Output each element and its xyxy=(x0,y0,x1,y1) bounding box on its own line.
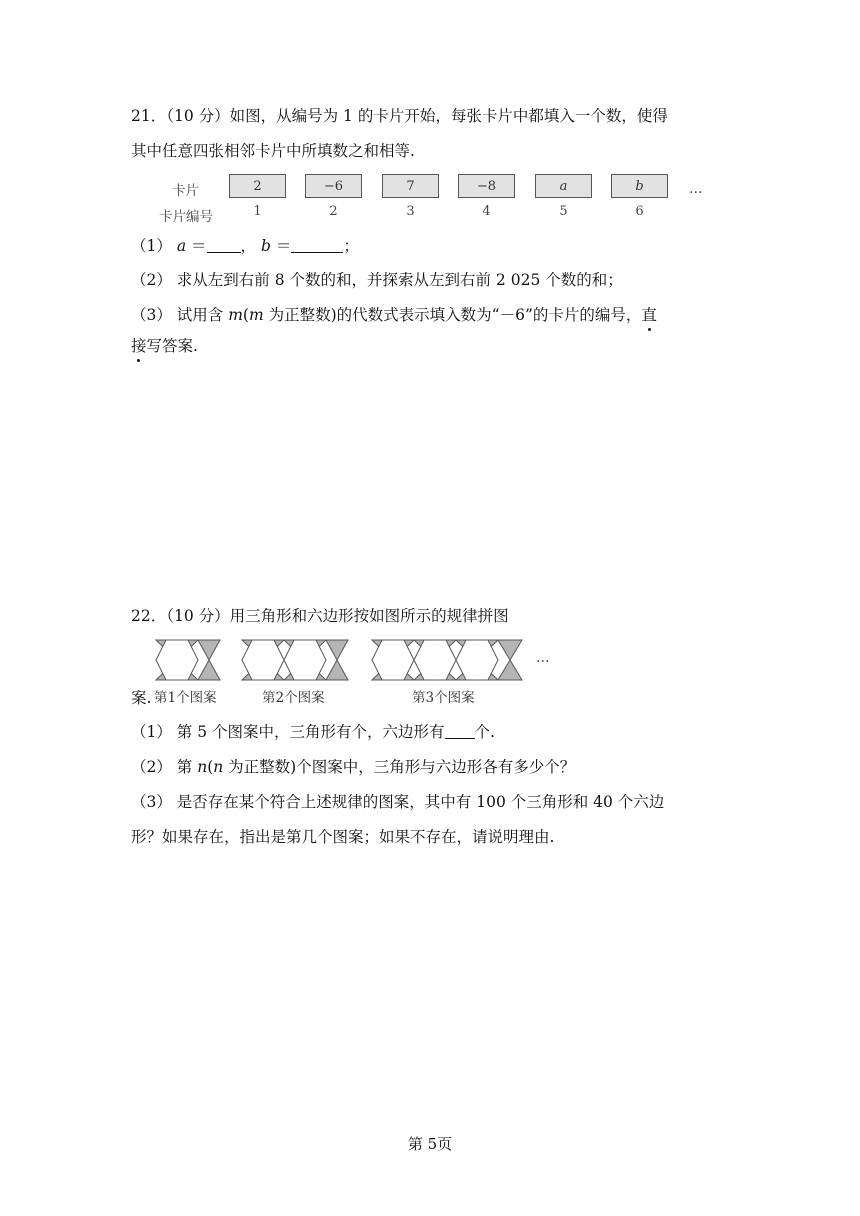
q21-sub3-line2 xyxy=(131,336,198,356)
var-n: n xyxy=(197,758,208,776)
answer-blank-hexagons xyxy=(445,724,475,739)
paren-open: ( xyxy=(207,758,214,776)
q21-sub3-text: （3） 试用含 xyxy=(131,306,229,324)
triangle-shape xyxy=(198,660,220,680)
q21-sub3-text: 写答案. xyxy=(146,337,198,355)
card-1: 2 xyxy=(229,174,286,198)
card-number-2: 2 xyxy=(329,204,338,219)
card-number-5: 5 xyxy=(559,204,568,219)
q22-sub3-line2: 形？如果存在，指出是第几个图案；如果不存在，请说明理由. xyxy=(131,828,555,846)
triangle-shape xyxy=(498,640,522,660)
q21-sub2: （2） 求从左到右前 8 个数的和，并探索从左到右前 2 025 个数的和； xyxy=(131,271,623,289)
q21-sub1-prefix: （1） xyxy=(131,237,172,255)
q22-sub2-text: （2） 第 xyxy=(131,758,198,776)
q21-line2: 其中任意四张相邻卡片中所填数之和相等. xyxy=(131,142,415,160)
q22-line1: 22．（10 分）用三角形和六边形按如图所示的规律拼图 xyxy=(131,607,509,625)
cards-row-label: 卡片 xyxy=(172,183,199,199)
page-number: 第 5页 xyxy=(407,1135,453,1153)
card-2: −6 xyxy=(305,174,362,198)
card-number-1: 1 xyxy=(253,204,262,219)
card-number-6: 6 xyxy=(635,204,644,219)
caption-pattern-2: 第2个图案 xyxy=(262,690,325,706)
q21-sub3-line1 xyxy=(131,305,657,325)
emphasis-char: 直 xyxy=(641,306,657,324)
var-a: a xyxy=(176,237,187,255)
card-numbers-row-label: 卡片编号 xyxy=(159,209,213,225)
var-m: m xyxy=(228,306,243,324)
triangle-shape xyxy=(326,640,348,660)
card-4: −8 xyxy=(458,174,515,198)
q22-sub3-line1: （3） 是否存在某个符合上述规律的图案，其中有 100 个三角形和 40 个六边 xyxy=(131,793,665,811)
var-m: m xyxy=(248,306,264,324)
card-number-4: 4 xyxy=(482,204,491,219)
answer-blank-b xyxy=(291,238,343,253)
caption-pattern-1: 第1个图案 xyxy=(154,690,217,706)
q22-sub2-text: 为正整数)个图案中，三角形与六边形各有多少个？ xyxy=(223,758,576,776)
q22-wrap-text: 案. xyxy=(131,689,152,707)
q22-sub2 xyxy=(131,757,575,777)
emphasis-char: 接 xyxy=(131,337,147,355)
card-5: a xyxy=(535,174,592,198)
answer-blank-a xyxy=(207,238,241,253)
q22-sub1-text: 个. xyxy=(474,723,495,741)
equals-sign: ＝ xyxy=(191,237,207,255)
cards-ellipsis: … xyxy=(689,181,703,197)
q21-sub1 xyxy=(131,236,359,256)
triangle-shape xyxy=(198,640,220,660)
q21-line1: 21．（10 分）如图，从编号为 1 的卡片开始，每张卡片中都填入一个数，使得 xyxy=(131,107,668,125)
pattern-figure xyxy=(150,636,570,684)
card-number-3: 3 xyxy=(406,204,415,219)
equals-sign: ＝ xyxy=(275,237,292,255)
q22-sub1 xyxy=(131,722,495,742)
var-n: n xyxy=(213,758,224,776)
var-b: b xyxy=(260,237,271,255)
paren-open: ( xyxy=(242,306,249,324)
sentence-end: ； xyxy=(343,237,359,255)
caption-pattern-3: 第3个图案 xyxy=(412,690,475,706)
triangle-shape xyxy=(498,660,522,680)
q21-sub3-text: 为正整数)的代数式表示填入数为“－6”的卡片的编号， xyxy=(263,306,642,324)
separator: ， xyxy=(240,237,257,255)
q22-sub1-text: （1） 第 5 个图案中，三角形有个，六边形有 xyxy=(131,723,445,741)
card-3: 7 xyxy=(382,174,439,198)
pattern-ellipsis: … xyxy=(536,650,550,666)
card-6: b xyxy=(611,174,668,198)
triangle-shape xyxy=(326,660,348,680)
